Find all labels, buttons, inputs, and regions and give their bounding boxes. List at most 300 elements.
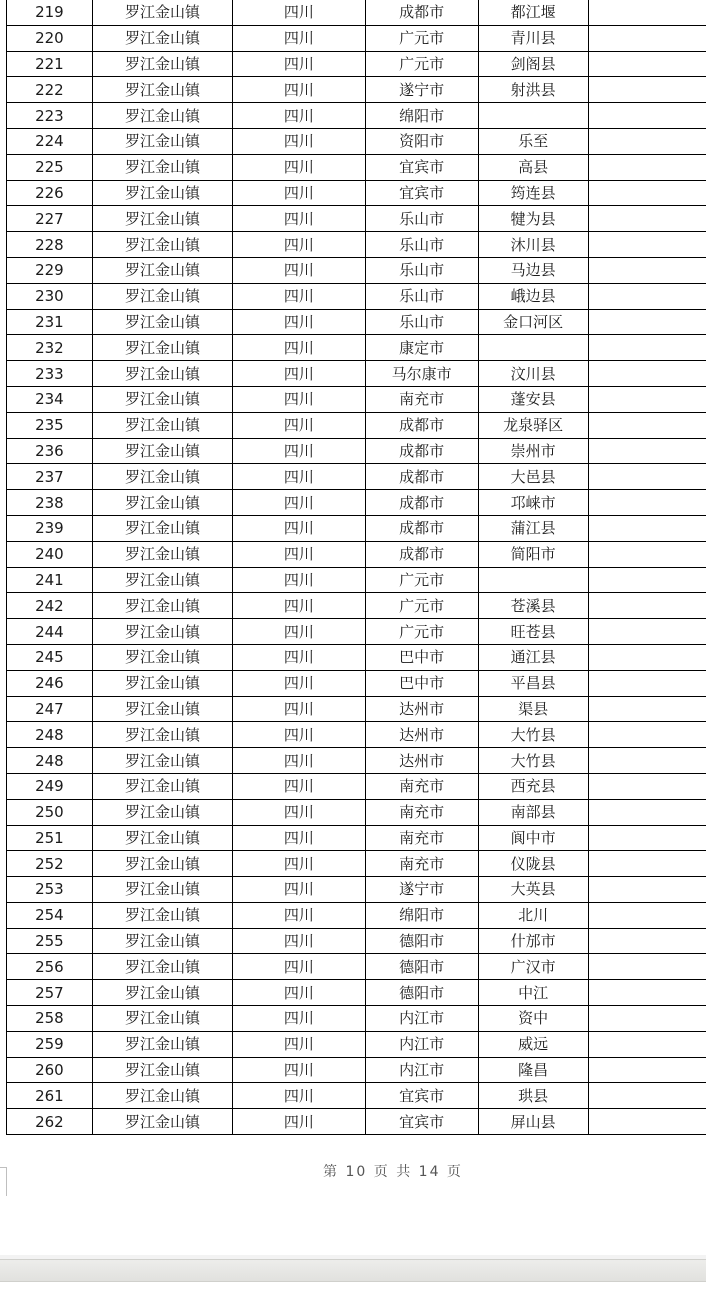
cell-city: 内江市 bbox=[365, 1057, 478, 1083]
cell-row-number: 253 bbox=[7, 877, 93, 903]
cell-province: 四川 bbox=[233, 1006, 365, 1032]
cell-city: 成都市 bbox=[365, 541, 478, 567]
cell-province: 四川 bbox=[233, 464, 365, 490]
cell-town: 罗江金山镇 bbox=[92, 954, 232, 980]
cell-row-number: 233 bbox=[7, 361, 93, 387]
cell-province: 四川 bbox=[233, 954, 365, 980]
cell-county: 筠连县 bbox=[478, 180, 588, 206]
cell-province: 四川 bbox=[233, 180, 365, 206]
cell-extra bbox=[588, 154, 706, 180]
cell-row-number: 225 bbox=[7, 154, 93, 180]
cell-province: 四川 bbox=[233, 206, 365, 232]
cell-county: 大竹县 bbox=[478, 722, 588, 748]
cell-province: 四川 bbox=[233, 361, 365, 387]
cell-province: 四川 bbox=[233, 257, 365, 283]
cell-province: 四川 bbox=[233, 722, 365, 748]
table-row bbox=[7, 877, 706, 903]
cell-city: 康定市 bbox=[365, 335, 478, 361]
cell-city: 南充市 bbox=[365, 773, 478, 799]
cell-city: 成都市 bbox=[365, 0, 478, 25]
table-row bbox=[7, 515, 706, 541]
cell-county: 青川县 bbox=[478, 25, 588, 51]
cell-extra bbox=[588, 1057, 706, 1083]
cell-city: 巴中市 bbox=[365, 644, 478, 670]
cell-province: 四川 bbox=[233, 154, 365, 180]
cell-city: 德阳市 bbox=[365, 980, 478, 1006]
cell-province: 四川 bbox=[233, 335, 365, 361]
cell-province: 四川 bbox=[233, 928, 365, 954]
cell-row-number: 248 bbox=[7, 748, 93, 774]
cell-city: 南充市 bbox=[365, 799, 478, 825]
cell-extra bbox=[588, 902, 706, 928]
cell-town: 罗江金山镇 bbox=[92, 980, 232, 1006]
cell-city: 广元市 bbox=[365, 25, 478, 51]
cell-extra bbox=[588, 619, 706, 645]
status-bar bbox=[0, 1259, 706, 1282]
cell-city: 广元市 bbox=[365, 619, 478, 645]
cell-row-number: 251 bbox=[7, 825, 93, 851]
page-footer: 第 10 页 共 14 页 bbox=[323, 1164, 463, 1180]
cell-county: 龙泉驿区 bbox=[478, 412, 588, 438]
cell-county: 珙县 bbox=[478, 1083, 588, 1109]
cell-extra bbox=[588, 25, 706, 51]
cell-province: 四川 bbox=[233, 541, 365, 567]
cell-town: 罗江金山镇 bbox=[92, 103, 232, 129]
cell-row-number: 244 bbox=[7, 619, 93, 645]
cell-extra bbox=[588, 1006, 706, 1032]
cell-row-number: 220 bbox=[7, 25, 93, 51]
cell-province: 四川 bbox=[233, 309, 365, 335]
cell-province: 四川 bbox=[233, 825, 365, 851]
cell-city: 广元市 bbox=[365, 593, 478, 619]
cell-town: 罗江金山镇 bbox=[92, 1083, 232, 1109]
cell-county: 射洪县 bbox=[478, 77, 588, 103]
cell-town: 罗江金山镇 bbox=[92, 877, 232, 903]
table-row bbox=[7, 103, 706, 129]
cell-county: 隆昌 bbox=[478, 1057, 588, 1083]
cell-row-number: 228 bbox=[7, 232, 93, 258]
cell-county: 高县 bbox=[478, 154, 588, 180]
cell-county: 什邡市 bbox=[478, 928, 588, 954]
table-row bbox=[7, 361, 706, 387]
table-row bbox=[7, 825, 706, 851]
cell-county: 邛崃市 bbox=[478, 490, 588, 516]
cell-row-number: 262 bbox=[7, 1109, 93, 1135]
cell-town: 罗江金山镇 bbox=[92, 541, 232, 567]
cell-row-number: 226 bbox=[7, 180, 93, 206]
cell-extra bbox=[588, 412, 706, 438]
cell-row-number: 234 bbox=[7, 386, 93, 412]
cell-county: 大竹县 bbox=[478, 748, 588, 774]
cell-province: 四川 bbox=[233, 593, 365, 619]
table-row bbox=[7, 154, 706, 180]
cell-city: 德阳市 bbox=[365, 928, 478, 954]
cell-province: 四川 bbox=[233, 748, 365, 774]
table-row bbox=[7, 412, 706, 438]
cell-city: 南充市 bbox=[365, 386, 478, 412]
cell-town: 罗江金山镇 bbox=[92, 128, 232, 154]
table-row bbox=[7, 902, 706, 928]
cell-province: 四川 bbox=[233, 1083, 365, 1109]
cell-town: 罗江金山镇 bbox=[92, 232, 232, 258]
cell-county: 简阳市 bbox=[478, 541, 588, 567]
table-row bbox=[7, 954, 706, 980]
cell-row-number: 258 bbox=[7, 1006, 93, 1032]
cell-row-number: 255 bbox=[7, 928, 93, 954]
table-row bbox=[7, 128, 706, 154]
table-row bbox=[7, 180, 706, 206]
cell-county bbox=[478, 335, 588, 361]
cell-town: 罗江金山镇 bbox=[92, 0, 232, 25]
cell-extra bbox=[588, 593, 706, 619]
cell-city: 成都市 bbox=[365, 438, 478, 464]
table-row bbox=[7, 1031, 706, 1057]
cell-row-number: 245 bbox=[7, 644, 93, 670]
cell-city: 绵阳市 bbox=[365, 103, 478, 129]
table-row bbox=[7, 490, 706, 516]
table-row bbox=[7, 0, 706, 25]
cell-town: 罗江金山镇 bbox=[92, 825, 232, 851]
cell-county: 马边县 bbox=[478, 257, 588, 283]
cell-province: 四川 bbox=[233, 1109, 365, 1135]
cell-extra bbox=[588, 851, 706, 877]
cell-province: 四川 bbox=[233, 283, 365, 309]
cell-province: 四川 bbox=[233, 103, 365, 129]
cell-row-number: 249 bbox=[7, 773, 93, 799]
cell-row-number: 238 bbox=[7, 490, 93, 516]
cell-town: 罗江金山镇 bbox=[92, 1031, 232, 1057]
table-row bbox=[7, 1006, 706, 1032]
cell-city: 达州市 bbox=[365, 722, 478, 748]
cell-row-number: 242 bbox=[7, 593, 93, 619]
cell-extra bbox=[588, 567, 706, 593]
table-row bbox=[7, 799, 706, 825]
cell-city: 广元市 bbox=[365, 567, 478, 593]
cell-row-number: 250 bbox=[7, 799, 93, 825]
cell-province: 四川 bbox=[233, 980, 365, 1006]
cell-county: 汶川县 bbox=[478, 361, 588, 387]
cell-county: 大英县 bbox=[478, 877, 588, 903]
cell-city: 巴中市 bbox=[365, 670, 478, 696]
cell-extra bbox=[588, 1083, 706, 1109]
cell-province: 四川 bbox=[233, 0, 365, 25]
cell-province: 四川 bbox=[233, 25, 365, 51]
cell-extra bbox=[588, 928, 706, 954]
cell-town: 罗江金山镇 bbox=[92, 928, 232, 954]
table-row bbox=[7, 644, 706, 670]
cell-row-number: 246 bbox=[7, 670, 93, 696]
table-row bbox=[7, 1057, 706, 1083]
cell-extra bbox=[588, 799, 706, 825]
cell-province: 四川 bbox=[233, 128, 365, 154]
cell-city: 宜宾市 bbox=[365, 1083, 478, 1109]
cell-county bbox=[478, 103, 588, 129]
data-table bbox=[6, 0, 706, 1135]
table-row bbox=[7, 257, 706, 283]
cell-row-number: 259 bbox=[7, 1031, 93, 1057]
cell-town: 罗江金山镇 bbox=[92, 412, 232, 438]
cell-county: 通江县 bbox=[478, 644, 588, 670]
cell-extra bbox=[588, 464, 706, 490]
cell-county: 广汉市 bbox=[478, 954, 588, 980]
cell-extra bbox=[588, 438, 706, 464]
cell-province: 四川 bbox=[233, 386, 365, 412]
cell-extra bbox=[588, 257, 706, 283]
cell-province: 四川 bbox=[233, 670, 365, 696]
cell-city: 宜宾市 bbox=[365, 154, 478, 180]
cell-extra bbox=[588, 309, 706, 335]
table-row bbox=[7, 928, 706, 954]
cell-row-number: 241 bbox=[7, 567, 93, 593]
cell-county: 蓬安县 bbox=[478, 386, 588, 412]
cell-province: 四川 bbox=[233, 438, 365, 464]
table-row bbox=[7, 438, 706, 464]
cell-extra bbox=[588, 722, 706, 748]
cell-town: 罗江金山镇 bbox=[92, 386, 232, 412]
cell-extra bbox=[588, 1109, 706, 1135]
cell-extra bbox=[588, 232, 706, 258]
cell-county: 沐川县 bbox=[478, 232, 588, 258]
cell-province: 四川 bbox=[233, 490, 365, 516]
cell-town: 罗江金山镇 bbox=[92, 593, 232, 619]
cell-province: 四川 bbox=[233, 619, 365, 645]
cell-town: 罗江金山镇 bbox=[92, 180, 232, 206]
cell-row-number: 240 bbox=[7, 541, 93, 567]
cell-row-number: 247 bbox=[7, 696, 93, 722]
cell-extra bbox=[588, 128, 706, 154]
cell-row-number: 237 bbox=[7, 464, 93, 490]
cell-extra bbox=[588, 206, 706, 232]
cell-row-number: 254 bbox=[7, 902, 93, 928]
cell-county: 平昌县 bbox=[478, 670, 588, 696]
cell-town: 罗江金山镇 bbox=[92, 1057, 232, 1083]
cell-city: 遂宁市 bbox=[365, 77, 478, 103]
cell-province: 四川 bbox=[233, 412, 365, 438]
cell-city: 成都市 bbox=[365, 515, 478, 541]
cell-row-number: 261 bbox=[7, 1083, 93, 1109]
table-row bbox=[7, 773, 706, 799]
cell-city: 成都市 bbox=[365, 464, 478, 490]
cell-city: 南充市 bbox=[365, 851, 478, 877]
cell-row-number: 239 bbox=[7, 515, 93, 541]
cell-city: 成都市 bbox=[365, 490, 478, 516]
cell-county: 大邑县 bbox=[478, 464, 588, 490]
cell-town: 罗江金山镇 bbox=[92, 438, 232, 464]
cell-province: 四川 bbox=[233, 567, 365, 593]
cell-county: 威远 bbox=[478, 1031, 588, 1057]
cell-county: 屏山县 bbox=[478, 1109, 588, 1135]
cell-town: 罗江金山镇 bbox=[92, 361, 232, 387]
cell-extra bbox=[588, 644, 706, 670]
cell-town: 罗江金山镇 bbox=[92, 748, 232, 774]
cell-province: 四川 bbox=[233, 799, 365, 825]
cell-province: 四川 bbox=[233, 1057, 365, 1083]
cell-extra bbox=[588, 77, 706, 103]
cell-city: 广元市 bbox=[365, 51, 478, 77]
cell-extra bbox=[588, 670, 706, 696]
cell-extra bbox=[588, 335, 706, 361]
cell-town: 罗江金山镇 bbox=[92, 515, 232, 541]
cell-county: 西充县 bbox=[478, 773, 588, 799]
table-row bbox=[7, 464, 706, 490]
cell-county: 峨边县 bbox=[478, 283, 588, 309]
cell-city: 内江市 bbox=[365, 1006, 478, 1032]
cell-province: 四川 bbox=[233, 51, 365, 77]
cell-row-number: 223 bbox=[7, 103, 93, 129]
cell-county: 中江 bbox=[478, 980, 588, 1006]
table-row bbox=[7, 696, 706, 722]
cell-town: 罗江金山镇 bbox=[92, 1006, 232, 1032]
cell-extra bbox=[588, 103, 706, 129]
cell-row-number: 257 bbox=[7, 980, 93, 1006]
table-row bbox=[7, 51, 706, 77]
cell-town: 罗江金山镇 bbox=[92, 490, 232, 516]
cell-row-number: 221 bbox=[7, 51, 93, 77]
table-row bbox=[7, 309, 706, 335]
cell-extra bbox=[588, 180, 706, 206]
cell-extra bbox=[588, 51, 706, 77]
cell-county: 蒲江县 bbox=[478, 515, 588, 541]
cell-province: 四川 bbox=[233, 902, 365, 928]
table-row bbox=[7, 1109, 706, 1135]
cell-extra bbox=[588, 954, 706, 980]
table-row bbox=[7, 283, 706, 309]
cell-extra bbox=[588, 515, 706, 541]
cell-town: 罗江金山镇 bbox=[92, 25, 232, 51]
cell-row-number: 248 bbox=[7, 722, 93, 748]
cell-town: 罗江金山镇 bbox=[92, 283, 232, 309]
table-row bbox=[7, 1083, 706, 1109]
cell-province: 四川 bbox=[233, 644, 365, 670]
cell-city: 内江市 bbox=[365, 1031, 478, 1057]
table-row bbox=[7, 206, 706, 232]
table-row bbox=[7, 722, 706, 748]
table-body bbox=[7, 0, 706, 1135]
cell-county: 北川 bbox=[478, 902, 588, 928]
cell-city: 宜宾市 bbox=[365, 180, 478, 206]
table-row bbox=[7, 851, 706, 877]
cell-city: 遂宁市 bbox=[365, 877, 478, 903]
table-row bbox=[7, 567, 706, 593]
cell-county: 南部县 bbox=[478, 799, 588, 825]
cell-city: 绵阳市 bbox=[365, 902, 478, 928]
cell-county: 苍溪县 bbox=[478, 593, 588, 619]
cell-town: 罗江金山镇 bbox=[92, 773, 232, 799]
cell-city: 南充市 bbox=[365, 825, 478, 851]
cell-county: 乐至 bbox=[478, 128, 588, 154]
cell-county: 剑阁县 bbox=[478, 51, 588, 77]
cell-city: 成都市 bbox=[365, 412, 478, 438]
cell-extra bbox=[588, 748, 706, 774]
cell-town: 罗江金山镇 bbox=[92, 1109, 232, 1135]
cell-extra bbox=[588, 877, 706, 903]
cell-county: 资中 bbox=[478, 1006, 588, 1032]
cell-town: 罗江金山镇 bbox=[92, 722, 232, 748]
cell-town: 罗江金山镇 bbox=[92, 851, 232, 877]
cell-county: 崇州市 bbox=[478, 438, 588, 464]
cell-town: 罗江金山镇 bbox=[92, 257, 232, 283]
cell-town: 罗江金山镇 bbox=[92, 619, 232, 645]
cell-row-number: 236 bbox=[7, 438, 93, 464]
cell-county bbox=[478, 567, 588, 593]
table-row bbox=[7, 335, 706, 361]
table-row bbox=[7, 670, 706, 696]
cell-city: 乐山市 bbox=[365, 206, 478, 232]
cell-county: 都江堰 bbox=[478, 0, 588, 25]
cell-town: 罗江金山镇 bbox=[92, 799, 232, 825]
cell-row-number: 229 bbox=[7, 257, 93, 283]
cell-town: 罗江金山镇 bbox=[92, 644, 232, 670]
cell-city: 资阳市 bbox=[365, 128, 478, 154]
cell-county: 金口河区 bbox=[478, 309, 588, 335]
cell-county: 渠县 bbox=[478, 696, 588, 722]
cell-row-number: 231 bbox=[7, 309, 93, 335]
cell-town: 罗江金山镇 bbox=[92, 567, 232, 593]
cell-county: 犍为县 bbox=[478, 206, 588, 232]
cell-city: 达州市 bbox=[365, 696, 478, 722]
cell-extra bbox=[588, 980, 706, 1006]
table-row bbox=[7, 232, 706, 258]
cell-row-number: 227 bbox=[7, 206, 93, 232]
table-row bbox=[7, 593, 706, 619]
cell-town: 罗江金山镇 bbox=[92, 154, 232, 180]
cell-province: 四川 bbox=[233, 232, 365, 258]
cell-extra bbox=[588, 490, 706, 516]
cell-extra bbox=[588, 283, 706, 309]
bottom-area bbox=[0, 1282, 706, 1314]
cell-city: 德阳市 bbox=[365, 954, 478, 980]
cell-row-number: 260 bbox=[7, 1057, 93, 1083]
cell-city: 乐山市 bbox=[365, 283, 478, 309]
table-row bbox=[7, 77, 706, 103]
cell-province: 四川 bbox=[233, 696, 365, 722]
cell-city: 马尔康市 bbox=[365, 361, 478, 387]
cell-town: 罗江金山镇 bbox=[92, 309, 232, 335]
table-row bbox=[7, 748, 706, 774]
cell-row-number: 222 bbox=[7, 77, 93, 103]
cell-city: 乐山市 bbox=[365, 257, 478, 283]
cell-extra bbox=[588, 1031, 706, 1057]
cell-province: 四川 bbox=[233, 773, 365, 799]
cell-extra bbox=[588, 361, 706, 387]
cell-extra bbox=[588, 0, 706, 25]
cell-city: 乐山市 bbox=[365, 232, 478, 258]
cell-county: 仪陇县 bbox=[478, 851, 588, 877]
cell-town: 罗江金山镇 bbox=[92, 670, 232, 696]
cell-province: 四川 bbox=[233, 877, 365, 903]
cell-row-number: 224 bbox=[7, 128, 93, 154]
cell-row-number: 252 bbox=[7, 851, 93, 877]
cell-row-number: 232 bbox=[7, 335, 93, 361]
cell-row-number: 235 bbox=[7, 412, 93, 438]
cell-extra bbox=[588, 386, 706, 412]
cell-extra bbox=[588, 541, 706, 567]
cell-row-number: 256 bbox=[7, 954, 93, 980]
cell-row-number: 219 bbox=[7, 0, 93, 25]
cell-town: 罗江金山镇 bbox=[92, 902, 232, 928]
cell-city: 乐山市 bbox=[365, 309, 478, 335]
cell-town: 罗江金山镇 bbox=[92, 464, 232, 490]
table-row bbox=[7, 541, 706, 567]
cell-extra bbox=[588, 696, 706, 722]
cell-town: 罗江金山镇 bbox=[92, 335, 232, 361]
cell-county: 阆中市 bbox=[478, 825, 588, 851]
cell-town: 罗江金山镇 bbox=[92, 206, 232, 232]
cell-province: 四川 bbox=[233, 1031, 365, 1057]
cell-province: 四川 bbox=[233, 851, 365, 877]
cell-province: 四川 bbox=[233, 515, 365, 541]
cell-town: 罗江金山镇 bbox=[92, 77, 232, 103]
